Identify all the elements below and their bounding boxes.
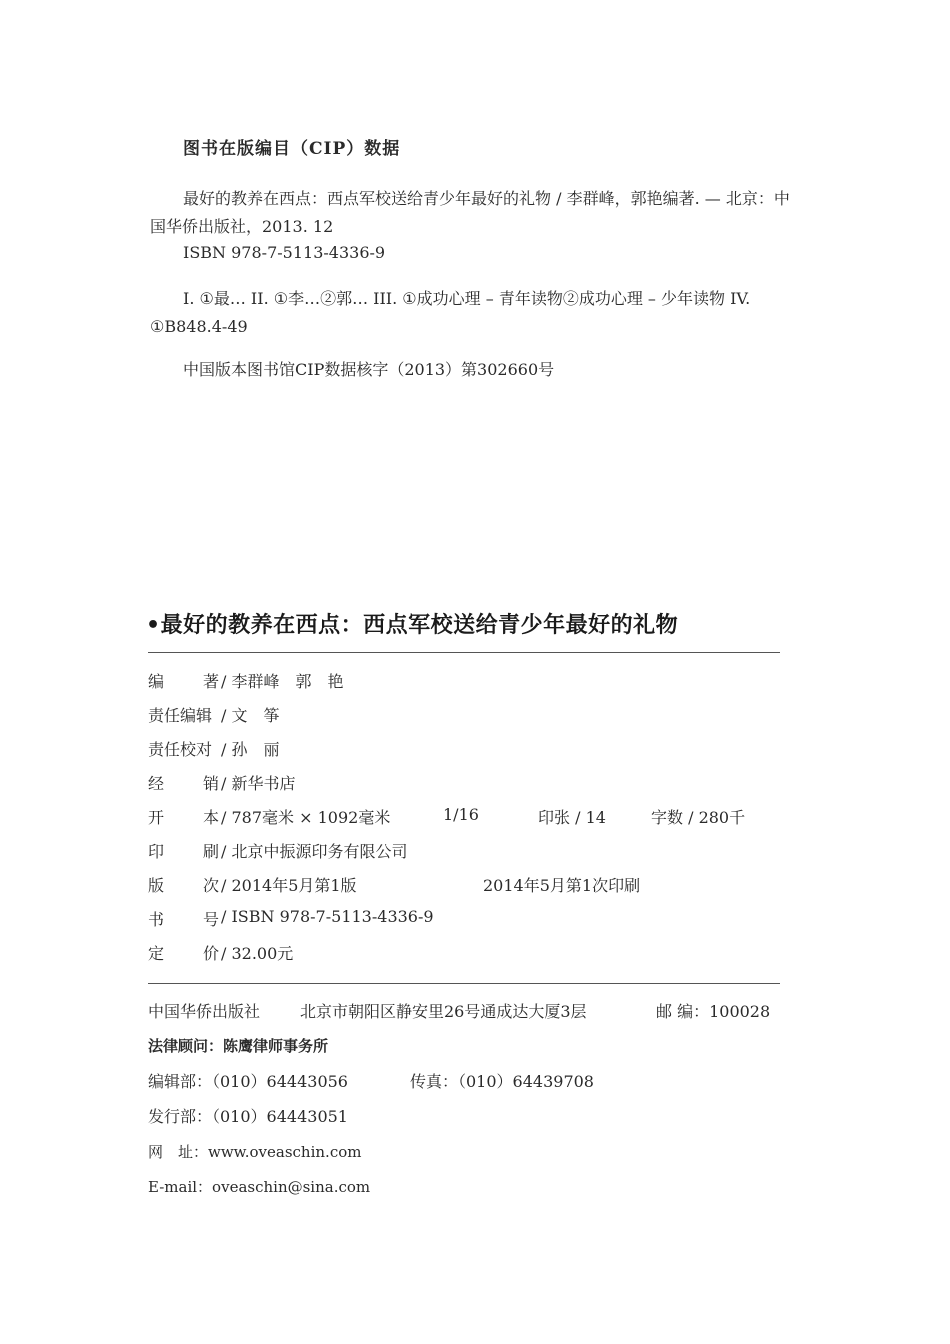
printed-sheets: 印张 / 14 (538, 808, 606, 827)
proof-value: / 孙 丽 (221, 740, 280, 759)
book-title (146, 608, 678, 639)
proof-label: 责任校对 (148, 740, 213, 759)
price-label-b: 价 (203, 944, 220, 963)
dist-label-a: 经 (148, 774, 165, 793)
legal-advisor: 法律顾问：陈鹰律师事务所 (148, 1037, 329, 1055)
author-label-a: 编 (148, 672, 165, 691)
publisher-name: 中国华侨出版社 (148, 1002, 261, 1021)
distribution-phone: 发行部：（010）64443051 (148, 1107, 348, 1126)
cip-isbn: ISBN 978-7-5113-4336-9 (183, 243, 386, 262)
cip-description: 最好的教养在西点：西点军校送给青少年最好的礼物 / 李群峰，郭艳编著. — 北京：中国华侨出版社，2013. 12 (150, 189, 790, 236)
publisher-postcode: 邮 编：100028 (656, 1002, 771, 1021)
editor-value: / 文 筝 (221, 706, 280, 725)
cip-classification: I. ①最… II. ①李…②郭… III. ①成功心理 – 青年读物②成功心理 – 少年读物 IV. ①B848.4-49 (150, 289, 751, 336)
format-fraction: 1/16 (443, 805, 479, 824)
author-label-b: 著 (203, 672, 220, 691)
title-bullet: • (146, 613, 161, 638)
isbn-value: / ISBN 978-7-5113-4336-9 (221, 907, 434, 926)
divider-bottom (148, 983, 780, 984)
author-value: / 李群峰 郭 艳 (221, 672, 344, 691)
price-value: / 32.00元 (221, 944, 294, 963)
print-label-a: 印 (148, 842, 165, 861)
dist-label-b: 销 (203, 774, 220, 793)
price-label-a: 定 (148, 944, 165, 963)
format-label-b: 本 (203, 808, 220, 827)
edition-label-a: 版 (148, 876, 165, 895)
publisher-address: 北京市朝阳区静安里26号通成达大厦3层 (300, 1002, 587, 1021)
divider-top (148, 652, 780, 653)
isbn-label-a: 书 (148, 910, 165, 929)
print-label-b: 刷 (203, 842, 220, 861)
website: 网 址：www.oveaschin.com (148, 1143, 362, 1161)
dist-value: / 新华书店 (221, 774, 296, 793)
isbn-label-b: 号 (203, 910, 220, 929)
editorial-phone: 编辑部：（010）64443056 (148, 1072, 348, 1091)
cip-heading: 图书在版编目（CIP）数据 (183, 139, 401, 159)
printing-value: 2014年5月第1次印刷 (483, 876, 641, 895)
edition-label-b: 次 (203, 876, 220, 895)
print-value: / 北京中振源印务有限公司 (221, 842, 408, 861)
email: E-mail：oveaschin@sina.com (148, 1178, 371, 1196)
edition-value: / 2014年5月第1版 (221, 876, 357, 895)
word-count: 字数 / 280千 (651, 808, 746, 827)
format-label-a: 开 (148, 808, 165, 827)
format-value: / 787毫米 × 1092毫米 (221, 808, 391, 827)
book-title-text: 最好的教养在西点：西点军校送给青少年最好的礼物 (160, 613, 679, 638)
fax-number: 传真：（010）64439708 (410, 1072, 594, 1091)
editor-label: 责任编辑 (148, 706, 213, 725)
cip-library-record: 中国版本图书馆CIP数据核字（2013）第302660号 (183, 360, 555, 379)
